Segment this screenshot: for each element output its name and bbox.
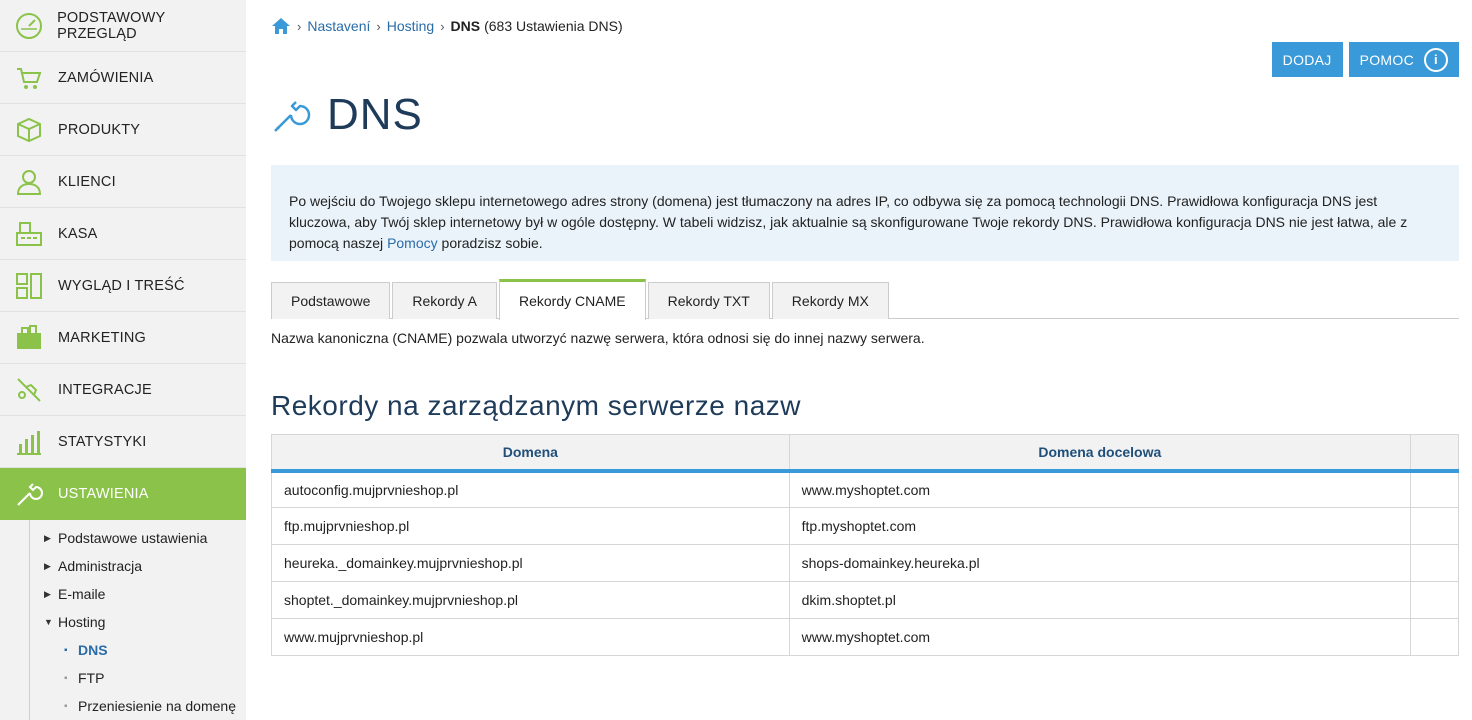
subnav-label: FTP [78,670,105,686]
subnav-label: Administracja [58,558,143,574]
subnav-label: E-maile [58,586,106,602]
sidebar-item-design[interactable] [0,260,246,312]
subnav-label: Hosting [58,614,106,630]
breadcrumb-link-settings[interactable]: Nastavení [307,18,371,34]
tab-txt-records[interactable]: Rekordy TXT [648,282,770,319]
breadcrumb-separator: › [376,18,381,34]
table-row [272,582,1459,619]
dashboard-icon [0,11,57,41]
info-text: Po wejściu do Twojego sklepu internetowego adres strony (domena) jest tłumaczony na adres IP, co odbywa się za pomocą technologii DNS. Prawidłowa konfiguracja DNS jest kluczowa, aby Twój sklep internetowy był w ogóle dostępny. W tabeli widzisz, jak aktualnie są skonfigurowane Twoje rekordy DNS. Prawidłowa konfiguracja DNS nie jest łatwa, ale z pomocą naszej [289,193,1408,251]
sidebar-item-settings[interactable] [0,468,246,520]
sidebar-item-label: ZAMÓWIENIA [58,69,154,86]
breadcrumb-separator: › [297,18,302,34]
triangle-right-icon: ▶ [44,588,51,599]
column-header-target-domain[interactable]: Domena docelowa [789,435,1410,471]
sidebar-item-statistics[interactable] [0,416,246,468]
top-buttons [1272,42,1459,77]
page-title-row [271,90,423,140]
tab-cname-records[interactable]: Rekordy CNAME [499,279,646,320]
sidebar-item-label: STATYSTYKI [58,433,147,450]
subnav-label: DNS [78,642,108,658]
bullet-icon: ▪ [64,644,68,656]
cell-actions [1411,582,1459,619]
column-header-actions [1411,435,1459,471]
subnav-label: Podstawowe ustawienia [58,530,208,546]
subnav-item-ftp[interactable] [0,664,246,692]
table-row [272,545,1459,582]
tab-a-records[interactable]: Rekordy A [392,282,497,319]
table-row [272,619,1459,656]
table-row [272,508,1459,545]
tab-mx-records[interactable]: Rekordy MX [772,282,889,319]
sidebar-item-cash[interactable] [0,208,246,260]
subnav-divider [29,520,30,720]
cell-domain: autoconfig.mujprvnieshop.pl [272,471,790,508]
subnav-item-administration[interactable] [0,552,246,580]
info-icon: i [1424,48,1448,72]
subnav-item-domain-transfer[interactable] [0,692,246,720]
subnav-item-emails[interactable] [0,580,246,608]
sidebar-item-label: KASA [58,225,98,242]
sidebar-item-products[interactable] [0,104,246,156]
table-row [272,471,1459,508]
cell-actions [1411,619,1459,656]
bullet-icon: ▪ [64,700,68,712]
wrench-icon [271,95,311,135]
sidebar-item-overview[interactable] [0,0,246,52]
sidebar-item-label: INTEGRACJE [58,381,152,398]
help-button[interactable] [1349,42,1459,77]
sidebar-item-marketing[interactable] [0,312,246,364]
home-icon[interactable] [271,16,291,36]
cell-target: www.myshoptet.com [789,471,1410,508]
info-box [271,165,1459,261]
sidebar-item-label: KLIENCI [58,173,116,190]
subnav-item-basic-settings[interactable] [0,524,246,552]
column-header-domain[interactable]: Domena [272,435,790,471]
sidebar-item-integrations[interactable] [0,364,246,416]
triangle-down-icon: ▼ [44,617,53,627]
breadcrumb-current: DNS [450,18,481,34]
subnav-item-hosting[interactable] [0,608,246,636]
triangle-right-icon: ▶ [44,560,51,571]
help-button-label: POMOC [1359,51,1414,68]
breadcrumb-separator: › [440,18,445,34]
sidebar-item-label: MARKETING [58,329,146,346]
page-title: DNS [327,90,423,139]
plug-icon [0,375,58,405]
cell-actions [1411,508,1459,545]
sidebar-item-label: WYGLĄD I TREŚĆ [58,277,185,294]
cell-target: dkim.shoptet.pl [789,582,1410,619]
table-header-row [272,435,1459,471]
sidebar-item-customers[interactable] [0,156,246,208]
cell-domain: shoptet._domainkey.mujprvnieshop.pl [272,582,790,619]
sidebar-item-label: PRODUKTY [58,121,141,138]
info-text-tail: poradzisz sobie. [437,235,543,251]
tabs [271,278,1459,319]
dns-table [271,434,1459,656]
layout-icon [0,271,58,301]
cell-actions [1411,471,1459,508]
settings-subnav [0,520,246,720]
subnav-label: Przeniesienie na domenę [78,698,236,714]
bar-chart-icon [0,427,58,457]
sidebar-item-orders[interactable] [0,52,246,104]
cell-domain: www.mujprvnieshop.pl [272,619,790,656]
section-title: Rekordy na zarządzanym serwerze nazw [271,390,801,421]
tab-basic[interactable]: Podstawowe [271,282,390,319]
sidebar-item-label: PODSTAWOWY PRZEGLĄD [57,9,166,42]
wrench-icon [0,479,58,509]
cell-target: shops-domainkey.heureka.pl [789,545,1410,582]
cell-actions [1411,545,1459,582]
help-link[interactable]: Pomocy [387,235,438,251]
cell-target: ftp.myshoptet.com [789,508,1410,545]
add-button[interactable]: DODAJ [1272,42,1343,77]
cash-register-icon [0,219,58,249]
sidebar-item-label: USTAWIENIA [58,485,149,502]
cell-domain: heureka._domainkey.mujprvnieshop.pl [272,545,790,582]
triangle-right-icon: ▶ [44,532,51,543]
breadcrumb-count: (683 Ustawienia DNS) [484,18,623,34]
cell-domain: ftp.mujprvnieshop.pl [272,508,790,545]
breadcrumb [271,14,623,38]
cart-icon [0,63,58,93]
box-icon [0,115,58,145]
cell-target: www.myshoptet.com [789,619,1410,656]
bullet-icon: ▪ [64,672,68,684]
subnav-item-dns[interactable] [0,636,246,664]
megaphone-icon [0,323,58,353]
tab-description: Nazwa kanoniczna (CNAME) pozwala utworzyć nazwę serwera, która odnosi się do innej nazwy serwera. [271,330,925,346]
user-icon [0,167,58,197]
breadcrumb-link-hosting[interactable]: Hosting [386,18,435,34]
sidebar [0,0,246,720]
